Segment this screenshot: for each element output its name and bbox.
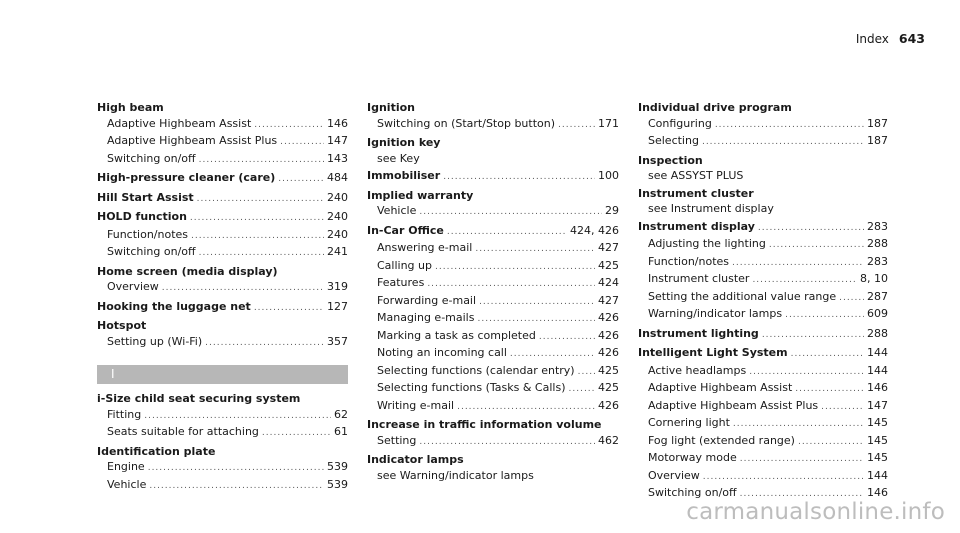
page-reference[interactable]: 62 xyxy=(334,407,348,421)
index-subterm: Warning/indicator lamps xyxy=(648,307,783,320)
index-entry xyxy=(97,318,348,334)
page-reference[interactable]: 147 xyxy=(327,134,348,147)
entries-i-middle xyxy=(367,100,619,483)
page-reference[interactable]: 283 xyxy=(867,254,888,268)
dot-leader xyxy=(419,435,595,451)
index-subterm: Motorway mode xyxy=(648,451,737,464)
index-term: HOLD function xyxy=(97,210,187,223)
index-entry xyxy=(638,326,888,344)
index-term: Immobiliser xyxy=(367,169,441,182)
page-reference[interactable]: 425 xyxy=(598,363,619,377)
dot-leader xyxy=(262,426,331,442)
index-entry xyxy=(367,168,619,186)
page-reference[interactable]: 288 xyxy=(867,326,888,340)
dot-leader xyxy=(278,172,324,188)
dot-leader xyxy=(149,479,324,495)
index-term: Instrument lighting xyxy=(638,326,759,340)
dot-leader xyxy=(702,135,864,151)
dot-leader xyxy=(749,365,864,381)
dot-leader xyxy=(703,470,864,486)
page-reference[interactable]: 609 xyxy=(867,307,888,320)
header-index-label: Index xyxy=(855,32,889,46)
index-subentry xyxy=(638,306,888,324)
index-entry xyxy=(638,153,888,169)
index-term: Intelligent Light System xyxy=(638,346,788,359)
dot-leader xyxy=(435,260,595,276)
page-reference[interactable]: 426 xyxy=(598,346,619,359)
index-subterm: Setting xyxy=(377,433,417,447)
index-subterm: see Key xyxy=(377,151,420,165)
index-subterm: Active headlamps xyxy=(648,363,747,377)
index-subentry xyxy=(638,254,888,272)
page-reference[interactable]: 426 xyxy=(598,328,619,342)
index-entry xyxy=(638,100,888,116)
index-entry xyxy=(97,264,348,280)
index-subentry xyxy=(367,345,619,363)
dot-leader xyxy=(191,229,324,245)
index-subterm: Selecting xyxy=(648,134,699,147)
index-term: Instrument cluster xyxy=(638,186,754,200)
dot-leader xyxy=(558,118,595,134)
index-subentry xyxy=(367,433,619,451)
index-subterm: Adaptive Highbeam Assist Plus xyxy=(648,398,819,412)
dot-leader xyxy=(733,417,864,433)
dot-leader xyxy=(199,153,324,169)
index-subterm: Adaptive Highbeam Assist xyxy=(107,116,252,130)
page-reference[interactable]: 426 xyxy=(598,311,619,324)
page-reference[interactable]: 146 xyxy=(867,381,888,394)
index-subterm: Overview xyxy=(648,468,700,482)
page-reference[interactable]: 484 xyxy=(327,171,348,184)
page-reference[interactable]: 240 xyxy=(327,227,348,241)
index-term: i-Size child seat securing system xyxy=(97,392,301,405)
index-subentry xyxy=(97,279,348,297)
page-reference[interactable]: 425 xyxy=(598,381,619,394)
index-subentry xyxy=(638,116,888,134)
index-subterm: Overview xyxy=(107,280,159,293)
index-entry xyxy=(97,100,348,116)
index-subterm: Engine xyxy=(107,460,145,473)
index-term: Ignition xyxy=(367,101,415,114)
entries-i-start xyxy=(97,391,348,494)
index-subentry xyxy=(367,398,619,416)
dot-leader xyxy=(732,256,864,272)
index-subentry xyxy=(97,407,348,425)
index-term: Inspection xyxy=(638,153,703,167)
page-reference[interactable]: 539 xyxy=(327,477,348,491)
index-subterm: Switching on/off xyxy=(107,151,196,165)
dot-leader xyxy=(795,382,864,398)
index-subterm: Answering e-mail xyxy=(377,241,473,254)
index-subterm: Switching on (Start/Stop button) xyxy=(377,116,556,130)
index-subterm: see Instrument display xyxy=(648,202,774,215)
index-entry xyxy=(367,135,619,151)
index-column-2 xyxy=(367,100,619,483)
index-subterm: Fitting xyxy=(107,407,142,421)
watermark: carmanualsonline.info xyxy=(686,499,945,525)
page-number: 643 xyxy=(898,31,925,46)
index-subentry xyxy=(638,271,888,289)
page-reference[interactable]: 426 xyxy=(598,398,619,412)
index-subterm: Fog light (extended range) xyxy=(648,433,795,447)
index-subterm: Adjusting the lighting xyxy=(648,237,766,250)
page-reference[interactable]: 241 xyxy=(327,245,348,258)
dot-leader xyxy=(821,400,864,416)
page-reference[interactable]: 143 xyxy=(327,151,348,165)
index-subterm: Managing e-mails xyxy=(377,311,475,324)
page-reference[interactable]: 144 xyxy=(867,468,888,482)
dot-leader xyxy=(190,211,324,227)
index-subterm: Configuring xyxy=(648,116,712,130)
index-subentry xyxy=(97,244,348,262)
index-subentry xyxy=(97,151,348,169)
index-term: Implied warranty xyxy=(367,188,474,202)
page-reference[interactable]: 319 xyxy=(327,280,348,293)
index-entry xyxy=(367,417,619,433)
letter-section-header: I xyxy=(97,365,348,384)
index-term: High-pressure cleaner (care) xyxy=(97,171,276,184)
page-reference[interactable]: 171 xyxy=(598,116,619,130)
dot-leader xyxy=(715,118,864,134)
index-subentry xyxy=(97,133,348,151)
dot-leader xyxy=(791,347,864,363)
index-subterm: Adaptive Highbeam Assist xyxy=(648,381,793,394)
page-reference[interactable]: 187 xyxy=(867,134,888,147)
index-subterm: Setting the additional value range xyxy=(648,289,837,303)
index-column-1 xyxy=(97,100,348,494)
index-entry xyxy=(97,444,348,460)
index-term: Indicator lamps xyxy=(367,453,464,466)
index-subentry xyxy=(367,258,619,276)
index-subentry xyxy=(97,227,348,245)
index-subentry xyxy=(638,468,888,486)
index-term: Hooking the luggage net xyxy=(97,299,251,313)
page-reference[interactable]: 424 xyxy=(598,276,619,289)
dot-leader xyxy=(479,295,595,311)
page-reference[interactable]: 8, 10 xyxy=(860,272,888,285)
dot-leader xyxy=(752,273,857,289)
index-subterm: Features xyxy=(377,276,425,289)
index-term: High beam xyxy=(97,101,164,114)
dot-leader xyxy=(148,461,324,477)
dot-leader xyxy=(475,242,595,258)
index-subterm: Switching on/off xyxy=(648,486,737,499)
index-entry xyxy=(97,209,348,227)
index-subentry xyxy=(367,151,619,167)
dot-leader xyxy=(144,409,331,425)
dot-leader xyxy=(569,382,596,398)
dot-leader xyxy=(427,277,595,293)
page-reference[interactable]: 61 xyxy=(334,425,348,438)
page-header xyxy=(856,31,925,46)
index-subentry xyxy=(367,203,619,221)
page-reference[interactable]: 240 xyxy=(327,190,348,204)
dot-leader xyxy=(254,118,324,134)
page-reference[interactable]: 539 xyxy=(327,460,348,473)
dot-leader xyxy=(798,435,864,451)
page-reference[interactable]: 425 xyxy=(598,258,619,272)
page-reference[interactable]: 288 xyxy=(867,237,888,250)
index-subterm: Calling up xyxy=(377,258,432,272)
page-reference[interactable]: 145 xyxy=(867,433,888,447)
dot-leader xyxy=(457,400,595,416)
index-entry xyxy=(638,345,888,363)
index-entry xyxy=(367,452,619,468)
page-reference[interactable]: 427 xyxy=(598,241,619,254)
index-subterm: Setting up (Wi-Fi) xyxy=(107,334,203,348)
page-reference[interactable]: 145 xyxy=(867,416,888,429)
index-subterm: Seats suitable for attaching xyxy=(107,425,259,438)
page-reference[interactable]: 287 xyxy=(867,289,888,303)
dot-leader xyxy=(578,365,595,381)
page-reference[interactable]: 29 xyxy=(605,204,619,217)
index-term: Increase in traffic information volume xyxy=(367,418,602,431)
index-subentry xyxy=(638,236,888,254)
index-subentry xyxy=(638,168,888,184)
index-term: Ignition key xyxy=(367,136,441,149)
index-subterm: Vehicle xyxy=(377,204,417,217)
page-reference[interactable]: 147 xyxy=(867,398,888,412)
index-subentry xyxy=(97,116,348,134)
index-entry xyxy=(367,100,619,116)
index-term: Identification plate xyxy=(97,444,216,458)
page-reference[interactable]: 100 xyxy=(598,169,619,182)
dot-leader xyxy=(839,291,864,307)
index-subterm: Writing e-mail xyxy=(377,398,455,412)
index-subentry xyxy=(367,363,619,381)
dot-leader xyxy=(510,347,595,363)
index-entry xyxy=(367,188,619,204)
dot-leader xyxy=(419,205,602,221)
index-term: Home screen (media display) xyxy=(97,264,278,278)
index-subentry xyxy=(638,363,888,381)
index-subentry xyxy=(367,328,619,346)
dot-leader xyxy=(447,225,567,241)
index-subterm: Adaptive Highbeam Assist Plus xyxy=(107,134,278,147)
page-reference[interactable]: 357 xyxy=(327,334,348,348)
dot-leader xyxy=(769,238,864,254)
page-reference[interactable]: 240 xyxy=(327,210,348,223)
index-column-3 xyxy=(638,100,888,503)
index-subterm: Selecting functions (Tasks & Calls) xyxy=(377,381,566,394)
index-term: In-Car Office xyxy=(367,223,444,237)
page-reference[interactable]: 187 xyxy=(867,116,888,130)
index-subentry xyxy=(97,459,348,477)
page-reference[interactable]: 462 xyxy=(598,433,619,447)
index-subterm: Vehicle xyxy=(107,477,147,491)
index-subterm: Instrument cluster xyxy=(648,272,750,285)
page-reference[interactable]: 144 xyxy=(867,363,888,377)
page-reference[interactable]: 283 xyxy=(867,219,888,233)
page-reference[interactable]: 144 xyxy=(867,346,888,359)
dot-leader xyxy=(740,452,864,468)
dot-leader xyxy=(762,328,864,344)
index-subterm: Cornering light xyxy=(648,416,730,429)
page-reference[interactable]: 145 xyxy=(867,451,888,464)
index-subterm: Function/notes xyxy=(648,254,730,268)
dot-leader xyxy=(280,135,324,151)
index-subentry xyxy=(638,450,888,468)
index-subentry xyxy=(638,289,888,307)
index-term: Hotspot xyxy=(97,319,147,332)
dot-leader xyxy=(205,336,324,352)
index-term: Individual drive program xyxy=(638,101,792,114)
index-subterm: see Warning/indicator lamps xyxy=(377,468,534,482)
index-entry xyxy=(638,219,888,237)
index-subterm: Forwarding e-mail xyxy=(377,293,477,307)
index-subentry xyxy=(638,433,888,451)
index-subentry xyxy=(367,116,619,134)
index-term: Hill Start Assist xyxy=(97,190,194,204)
index-entry xyxy=(97,190,348,208)
index-subentry xyxy=(97,424,348,442)
index-subentry xyxy=(367,240,619,258)
index-subentry xyxy=(638,415,888,433)
index-entry xyxy=(97,170,348,188)
dot-leader xyxy=(477,312,595,328)
entries-i-end xyxy=(638,100,888,503)
index-term: Instrument display xyxy=(638,219,755,233)
index-subentry xyxy=(97,477,348,495)
index-subterm: Noting an incoming call xyxy=(377,346,507,359)
index-subterm: Switching on/off xyxy=(107,245,196,258)
index-entry xyxy=(638,186,888,202)
dot-leader xyxy=(785,308,864,324)
page-reference[interactable]: 127 xyxy=(327,299,348,313)
dot-leader xyxy=(758,221,864,237)
dot-leader xyxy=(199,246,324,262)
index-subentry xyxy=(638,201,888,217)
dot-leader xyxy=(443,170,595,186)
index-subentry xyxy=(367,293,619,311)
index-subterm: Function/notes xyxy=(107,227,189,241)
index-subentry xyxy=(638,133,888,151)
page-reference[interactable]: 146 xyxy=(867,486,888,499)
index-subentry xyxy=(97,334,348,352)
index-subterm: Marking a task as completed xyxy=(377,328,536,342)
index-subterm: Selecting functions (calendar entry) xyxy=(377,363,575,377)
page-reference[interactable]: 424, 426 xyxy=(570,223,619,237)
index-subentry xyxy=(367,275,619,293)
index-entry xyxy=(97,299,348,317)
index-subentry xyxy=(367,310,619,328)
page-reference[interactable]: 146 xyxy=(327,116,348,130)
dot-leader xyxy=(197,192,324,208)
index-subentry xyxy=(638,398,888,416)
index-subentry xyxy=(367,380,619,398)
index-entry xyxy=(97,391,348,407)
index-subentry xyxy=(638,380,888,398)
entries-h xyxy=(97,100,348,351)
index-subentry xyxy=(367,468,619,484)
index-subterm: see ASSYST PLUS xyxy=(648,169,744,182)
page-reference[interactable]: 427 xyxy=(598,293,619,307)
dot-leader xyxy=(254,301,324,317)
dot-leader xyxy=(539,330,595,346)
dot-leader xyxy=(162,281,324,297)
index-entry xyxy=(367,223,619,241)
